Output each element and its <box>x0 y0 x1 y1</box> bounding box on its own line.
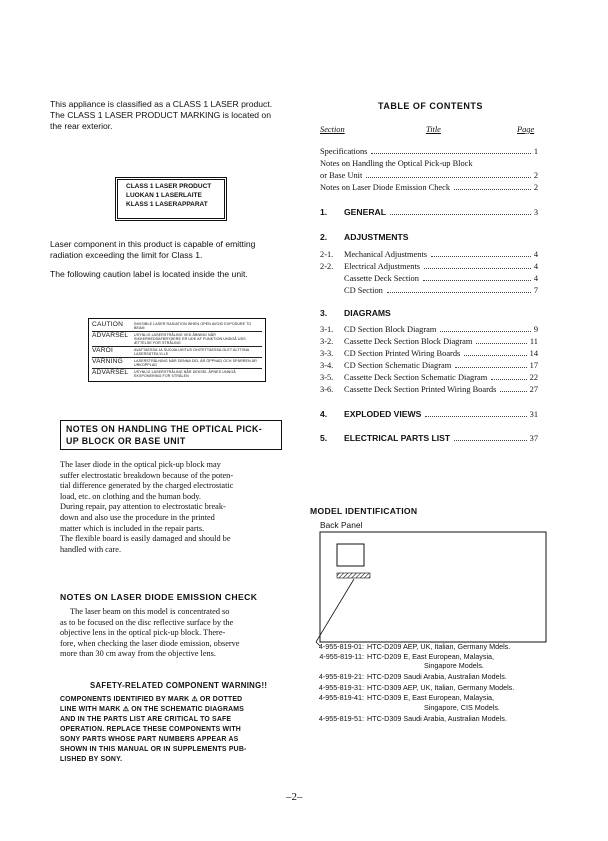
toc-section-num: 1. <box>320 207 328 217</box>
model-code: 4-955-819-21: <box>318 672 364 681</box>
toc-entry[interactable] <box>320 325 538 334</box>
toc-entry-num: 2-1. <box>320 250 334 259</box>
back-panel-diagram <box>310 530 550 648</box>
title-line: NOTES ON HANDLING THE OPTICAL PICK- <box>66 424 263 434</box>
toc-entry-title: Mechanical Adjustments <box>344 250 428 259</box>
text-line: load, etc. on clothing and the human body. <box>60 491 201 501</box>
component-note <box>50 239 290 280</box>
text-line: The flexible board is easily damaged and should be <box>60 534 231 544</box>
toc-header-page: Page <box>517 125 535 134</box>
toc-entry-title: CD Section Printed Wiring Boards <box>344 349 461 358</box>
text-line: radiation exceeding the limit for Class 1. <box>50 250 203 260</box>
model-row <box>300 642 510 651</box>
text-line: The laser beam on this model is concentrated so <box>70 607 230 616</box>
back-panel-label: Back Panel <box>320 520 363 530</box>
panel-outline <box>320 532 546 642</box>
panel-window <box>337 544 364 566</box>
caution-text: INVISIBLE LASER RADIATION WHEN OPEN AVOID EXPOSURE TO BEAM <box>134 322 252 330</box>
text-line: as to be focused on the disc reflective surface by the <box>60 617 234 627</box>
notes-emission-title: NOTES ON LASER DIODE EMISSION CHECK <box>60 592 258 602</box>
model-text: HTC-D209 AEP, UK, Italian, Germany Mdels. <box>367 642 511 651</box>
text-line: This appliance is classified as a CLASS 1 LASER product. <box>50 99 273 109</box>
toc-section-num: 4. <box>320 409 328 419</box>
toc-section-exploded[interactable] <box>320 409 538 419</box>
text-line: more than 30 cm away from the objective lens. <box>60 649 216 659</box>
label-line: LUOKAN 1 LASERLAITE <box>126 192 202 199</box>
toc-entry-page: 17 <box>529 361 538 370</box>
toc-entry-title: Cassette Deck Section <box>344 274 419 283</box>
leader-line <box>316 579 354 642</box>
label-line: CLASS 1 LASER PRODUCT <box>126 183 212 190</box>
toc-entry-num: 3-4. <box>320 361 334 370</box>
caution-text: AVATTAESSA JA SUOJALUKITUS OHITETTAESSA OLET ALTTIINA LASERSÄTEILYLLE <box>134 348 250 356</box>
toc-entry-page: 27 <box>529 385 538 394</box>
toc-entry-title: Notes on Handling the Optical Pick-up Block <box>320 159 473 168</box>
text-line: LISHED BY SONY. <box>60 756 123 763</box>
toc-section-title: EXPLODED VIEWS <box>344 409 422 419</box>
model-row <box>300 703 500 712</box>
caution-text: USYNLIG LASERSTRÅLING NÅR DEKSEL ÅPNES UNNGÅ EKSPONERING FOR STRÅLEN <box>134 370 236 378</box>
caution-label <box>88 318 266 382</box>
toc-entry-title: CD Section <box>344 286 383 295</box>
model-row <box>300 714 507 723</box>
title-line: UP BLOCK OR BASE UNIT <box>66 436 186 446</box>
toc-entry-page: 2 <box>533 171 538 180</box>
toc-entry[interactable] <box>320 361 538 370</box>
toc-entry-num: 3-5. <box>320 373 334 382</box>
model-code <box>300 661 364 670</box>
page-number: –2– <box>286 791 303 803</box>
toc-entry-page: 22 <box>529 373 538 382</box>
model-id-title: MODEL IDENTIFICATION <box>310 506 418 516</box>
toc-entry-page: 31 <box>529 410 538 419</box>
model-row <box>300 683 514 692</box>
toc-entry-page: 11 <box>529 337 538 346</box>
text-line: SHOWN IN THIS MANUAL OR IN SUPPLEMENTS PUB- <box>60 746 247 753</box>
model-text: Singapore Models. <box>424 661 484 670</box>
toc-header-title: Title <box>426 125 441 134</box>
toc-entry[interactable] <box>320 183 538 192</box>
toc-section-title: GENERAL <box>344 207 387 217</box>
toc-entry-num: 3-2. <box>320 337 334 346</box>
toc-entry-page: 2 <box>533 183 538 192</box>
class1-label <box>115 177 227 221</box>
text-line: AND IN THE PARTS LIST ARE CRITICAL TO SAFE <box>60 716 232 723</box>
toc-entry[interactable] <box>320 147 538 156</box>
toc-section-num: 2. <box>320 232 328 242</box>
toc-entry-page: 1 <box>533 147 538 156</box>
toc-entry-page: 7 <box>533 286 538 295</box>
model-code: 4-955-819-41: <box>318 693 364 702</box>
toc-entry[interactable] <box>320 349 538 358</box>
label-line: KLASS 1 LASERAPPARAT <box>126 201 208 208</box>
toc-entry[interactable] <box>320 337 538 346</box>
model-code: 4-955-819-51: <box>318 714 364 723</box>
caution-key: VARNING <box>92 358 123 365</box>
toc-entry[interactable] <box>320 385 538 394</box>
text-line: objective lens in the optical pick-up block. There- <box>60 628 226 638</box>
toc-entry-page: 4 <box>533 250 538 259</box>
text-line: The following caution label is located inside the unit. <box>50 269 248 279</box>
text-line: During repair, pay attention to electrostatic break- <box>60 502 226 512</box>
caution-text: LASERSTRÅLNING NÄR DENNA DEL ÄR ÖPPNAD OCH SPÄRREN ÄR URKOPPLAD <box>134 359 257 367</box>
text-line: the rear exterior. <box>50 121 113 131</box>
toc-entry[interactable] <box>320 250 538 259</box>
toc-section-electrical[interactable] <box>320 433 538 443</box>
toc-entry-title: Notes on Laser Diode Emission Check <box>320 183 451 192</box>
model-text: HTC-D309 E, East European, Malaysia, <box>367 693 495 702</box>
toc-entry-num: 3-6. <box>320 385 334 394</box>
toc-section-diagrams[interactable] <box>320 308 538 318</box>
toc-entry[interactable] <box>320 171 538 180</box>
model-text: HTC-D209 Saudi Arabia, Australian Models. <box>367 672 507 681</box>
model-code: 4-955-819-01: <box>318 642 364 651</box>
caution-key: ADVARSEL <box>92 369 129 376</box>
model-row <box>300 652 494 661</box>
safety-title: SAFETY-RELATED COMPONENT WARNING!! <box>90 681 268 690</box>
toc-entry-page: 9 <box>533 325 538 334</box>
text-line: The laser diode in the optical pick-up block may <box>60 460 221 469</box>
toc-entry-page: 37 <box>529 434 538 443</box>
text-line: Laser component in this product is capable of emitting <box>50 239 256 249</box>
toc-entry[interactable] <box>320 274 538 283</box>
model-code: 4-955-819-31: <box>318 683 364 692</box>
toc-entry-page: 14 <box>529 349 538 358</box>
toc-entry-title: Specifications <box>320 147 368 156</box>
toc-entry-num: 2-2. <box>320 262 334 271</box>
model-code <box>300 703 364 712</box>
model-code: 4-955-819-11: <box>319 652 364 661</box>
toc-entry-num: 3-1. <box>320 325 334 334</box>
toc-section-title: DIAGRAMS <box>344 308 391 318</box>
caution-key: ADVARSEL <box>92 332 129 339</box>
toc-entry-title: Cassette Deck Section Block Diagram <box>344 337 473 346</box>
caution-text: USYNLIG LASERSTRÅLING VED ÅBNING NÅR SIKKERHEDSAFBRYDERE ER UDE AF FUNKTION UNDGÅ UDS ÆTTELSE FOR STRÅLING <box>134 333 246 345</box>
model-row <box>300 661 484 670</box>
text-line: matter which is included in the repair parts. <box>60 523 205 533</box>
model-text: HTC-D209 E, East European, Malaysia, <box>367 652 495 661</box>
text-line: tial difference generated by the charged electrostatic <box>60 481 234 491</box>
toc-entry-title: CD Section Block Diagram <box>344 325 437 334</box>
toc-section-num: 3. <box>320 308 328 318</box>
model-label-sticker <box>337 573 370 578</box>
toc-entry[interactable] <box>320 159 538 168</box>
toc-entry-title: Cassette Deck Section Printed Wiring Boards <box>344 385 497 394</box>
notes-handling-title <box>60 420 282 450</box>
text-line: COMPONENTS IDENTIFIED BY MARK ⚠ OR DOTTED <box>60 696 243 703</box>
toc-entry-title: Electrical Adjustments <box>344 262 421 271</box>
toc-section-general[interactable] <box>320 207 538 217</box>
toc-entry-page: 3 <box>533 208 538 217</box>
text-line: down and also use the procedure in the printed <box>60 512 215 522</box>
text-line: SONY PARTS WHOSE PART NUMBERS APPEAR AS <box>60 736 239 743</box>
notes-handling-body <box>60 460 284 555</box>
caution-key: CAUTION <box>92 321 124 328</box>
caution-key: VAROI <box>92 347 114 354</box>
toc-section-title: ELECTRICAL PARTS LIST <box>344 433 451 443</box>
toc-entry[interactable] <box>320 286 538 295</box>
model-row <box>300 672 507 681</box>
toc-entry-title: or Base Unit <box>320 171 363 180</box>
toc-entry-page: 4 <box>533 274 538 283</box>
toc-entry[interactable] <box>320 373 538 382</box>
toc-entry-num: 3-3. <box>320 349 334 358</box>
toc-entry-page: 4 <box>533 262 538 271</box>
toc-section-adjustments[interactable] <box>320 232 538 242</box>
toc-header-section: Section <box>320 125 345 134</box>
notes-emission-body <box>60 607 284 660</box>
toc-entry[interactable] <box>320 262 538 271</box>
text-line: OPERATION. REPLACE THESE COMPONENTS WITH <box>60 726 241 733</box>
toc-entry-title: CD Section Schematic Diagram <box>344 361 452 370</box>
text-line: fore, when checking the laser diode emission, observe <box>60 638 240 648</box>
safety-body <box>60 695 290 765</box>
model-row <box>300 693 494 702</box>
toc-title: TABLE OF CONTENTS <box>378 101 483 111</box>
class1-intro <box>50 99 290 132</box>
text-line: The CLASS 1 LASER PRODUCT MARKING is located on <box>50 110 271 120</box>
toc-section-num: 5. <box>320 433 328 443</box>
text-line: LINE WITH MARK ⚠ ON THE SCHEMATIC DIAGRAMS <box>60 706 245 713</box>
toc-entry-title: Cassette Deck Section Schematic Diagram <box>344 373 488 382</box>
toc-section-title: ADJUSTMENTS <box>344 232 409 242</box>
text-line: suffer electrostatic breakdown because of the poten- <box>60 470 234 480</box>
model-text: Singapore, CIS Models. <box>424 703 500 712</box>
text-line: handled with care. <box>60 544 122 554</box>
model-text: HTC-D309 Saudi Arabia, Australian Models. <box>367 714 507 723</box>
model-text: HTC-D309 AEP, UK, Italian, Germany Models. <box>367 683 515 692</box>
